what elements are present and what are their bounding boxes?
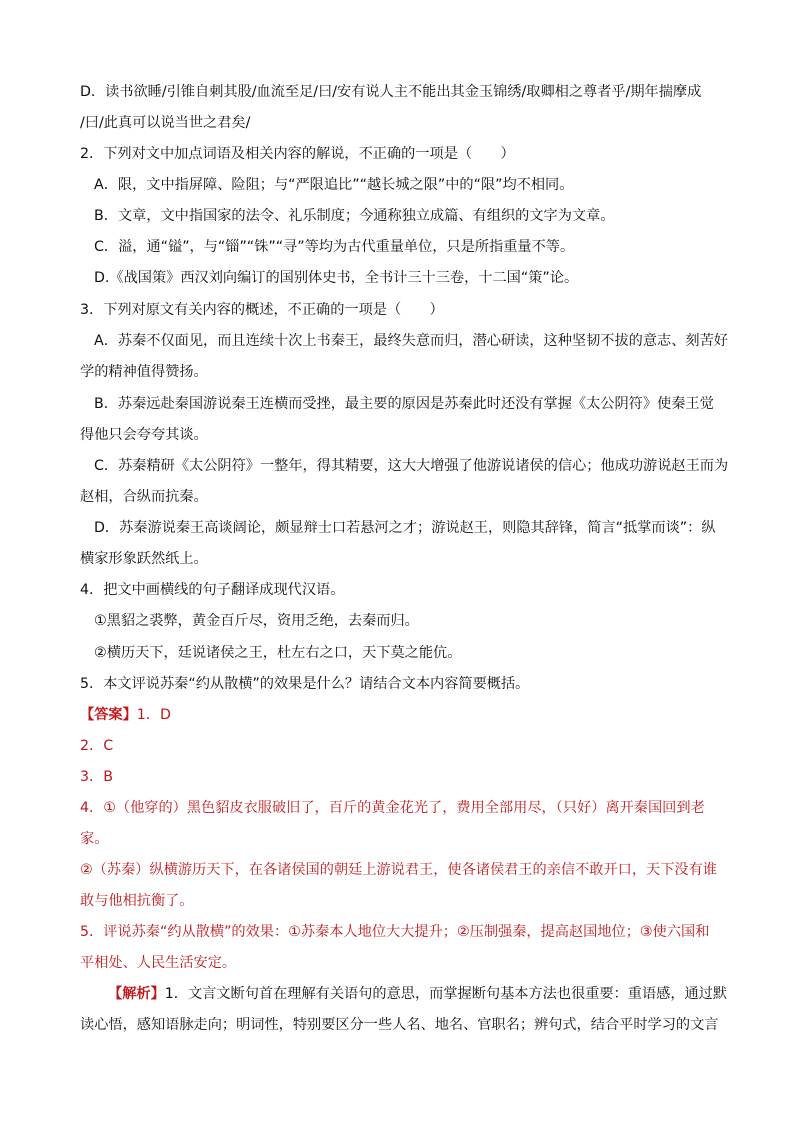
answer-3: 3．B [80,769,113,785]
analysis-line-2: 读心悟，感知语脉走向；明词性，特别要区分一些人名、地名、官职名；辨句式，结合平时学习的文言 [80,1017,719,1033]
q3-option-d-line2: 横家形象跃然纸上。 [80,551,208,567]
q4-sentence-1: ①黑貂之裘弊，黄金百斤尽，资用乏绝，去秦而归。 [94,613,419,629]
answer-2: 2．C [80,738,114,754]
analysis-label: 【解析】 [108,986,165,1002]
q2-stem: 2．下列对文中加点词语及相关内容的解说，不正确的一项是（ ） [80,146,515,162]
answer-4-line4: 敢与他相抗衡了。 [80,893,194,909]
q2-option-c: C．溢，通“镒”，与“锱”“铢”“寻”等均为古代重量单位，只是所指重量不等。 [94,239,575,255]
q4-sentence-2: ②横历天下，廷说诸侯之王，杜左右之口，天下莫之能伉。 [94,645,462,661]
analysis-line-1 [108,984,727,1004]
answer-4-line1: 4．①（他穿的）黑色貂皮衣服破旧了，百斤的黄金花光了，费用全部用尽，（只好）离开秦国回到老 [80,800,705,816]
q5-stem: 5．本文评说苏秦“约从散横”的效果是什么？请结合文本内容简要概括。 [80,676,530,692]
answer-label: 【答案】 [80,707,137,723]
q2-option-d: D.《战国策》西汉刘向编订的国别体史书，全书计三十三卷，十二国“策”论。 [94,270,579,286]
answer-5-line1: 5．评说苏秦“约从散横”的效果：①苏秦本人地位大大提升；②压制强秦，提高赵国地位；③使六国和 [80,924,710,940]
q2-option-a: A．限，文中指屏障、险阻；与“严限追比”“越长城之限”中的“限”均不相同。 [94,177,574,193]
answer-5-line2: 平相处、人民生活安定。 [80,955,237,971]
q3-option-b-line2: 得他只会夸夸其谈。 [80,427,208,443]
q3-option-a-line2: 学的精神值得赞扬。 [80,364,208,380]
q3-option-a-line1: A．苏秦不仅面见，而且连续十次上书秦王，最终失意而归，潜心研读，这种坚韧不拔的意志、刻苦好 [94,333,728,349]
q1-option-d-line1: D．读书欲睡/引锥自刺其股/血流至足/曰/安有说人主不能出其金玉锦绣/取卿相之尊者乎/期年揣摩成 [80,84,702,100]
q3-option-c-line2: 赵相，合纵而抗秦。 [80,489,208,505]
q3-option-d-line1: D．苏秦游说秦王高谈阔论，颇显辩士口若悬河之才；游说赵王，则隐其辞锋，简言“抵掌而谈”：纵 [94,520,716,536]
answer-4-line3: ②（苏秦）纵横游历天下，在各诸侯国的朝廷上游说君王，使各诸侯君王的亲信不敢开口，天下没有谁 [80,862,717,878]
q2-option-b: B．文章，文中指国家的法令、礼乐制度；今通称独立成篇、有组织的文字为文章。 [94,208,615,224]
q1-option-d-line2: /曰/此真可以说当世之君矣/ [80,115,251,131]
q4-stem: 4．把文中画横线的句子翻译成现代汉语。 [80,582,345,598]
answer-line-1 [80,705,171,725]
answer-4-line2: 家。 [80,831,109,847]
q3-stem: 3．下列对原文有关内容的概述，不正确的一项是（ ） [80,302,444,318]
q3-option-b-line1: B．苏秦远赴秦国游说秦王连横而受挫，最主要的原因是苏秦此时还没有掌握《太公阴符》使秦王觉 [94,396,714,412]
q3-option-c-line1: C．苏秦精研《太公阴符》一整年，得其精要，这大大增强了他游说诸侯的信心；他成功游说赵王而为 [94,458,729,474]
answer-1: 1．D [136,707,171,723]
analysis-text-1: 1．文言文断句首在理解有关语句的意思，而掌握断句基本方法也很重要：重语感，通过默 [164,986,728,1002]
